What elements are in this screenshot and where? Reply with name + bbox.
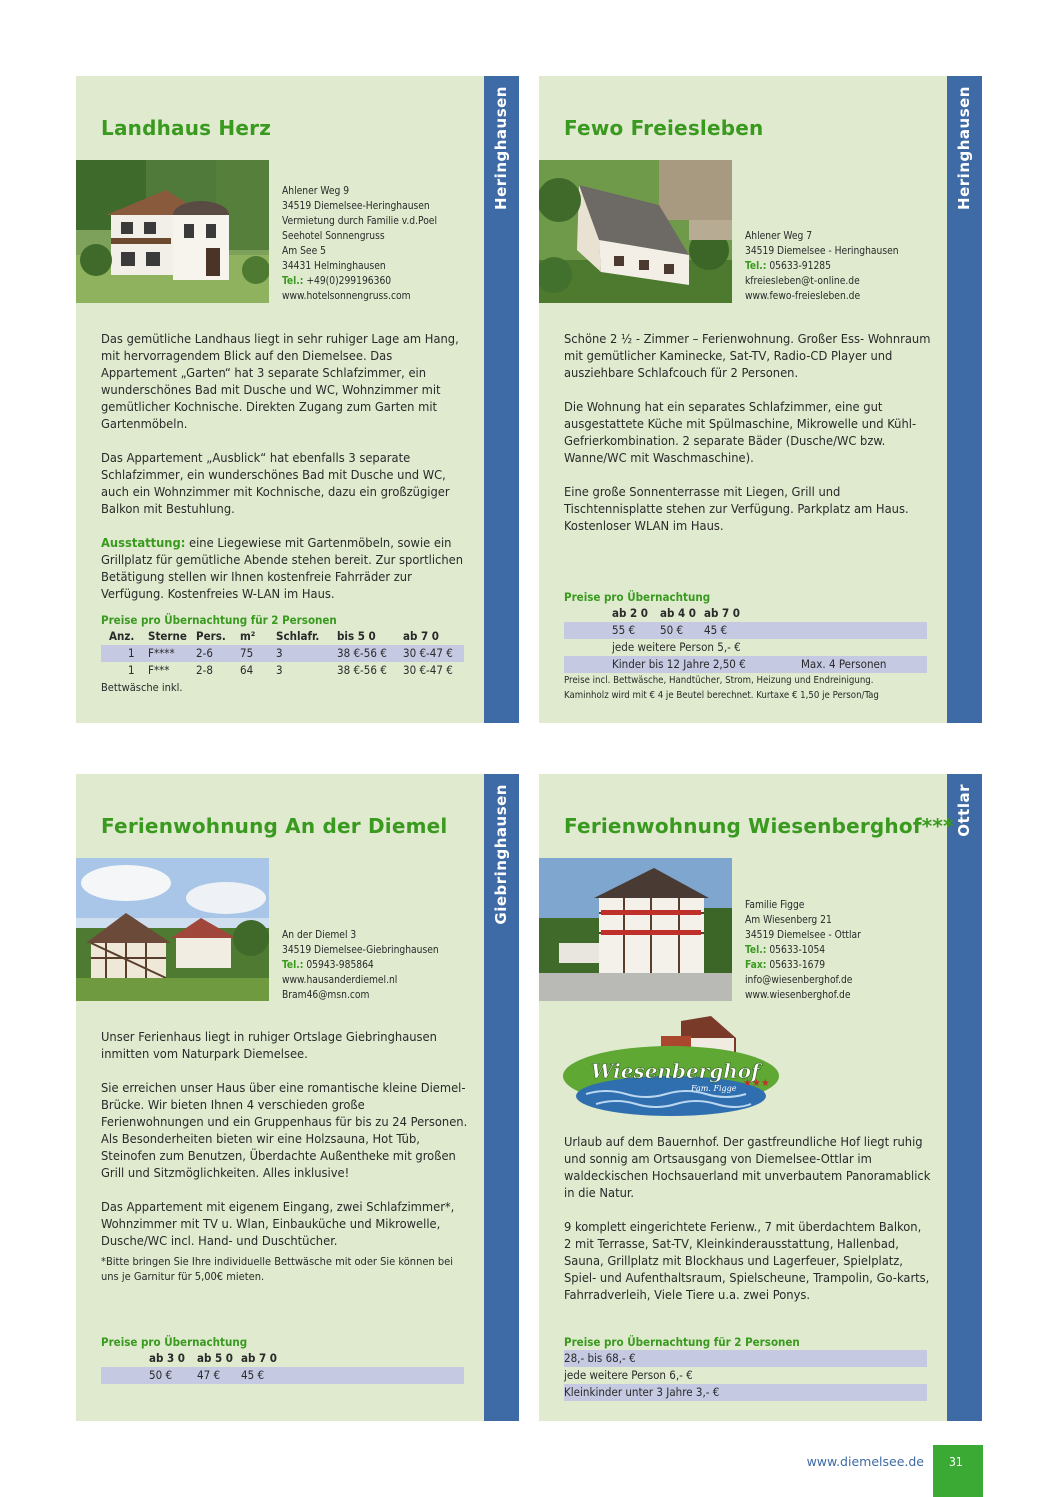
column-header: bis 5 0	[337, 629, 376, 643]
table-row	[101, 645, 464, 662]
price-table	[101, 1334, 464, 1384]
phone-number[interactable]: 05633-91285	[769, 261, 831, 272]
price-title: Preise pro Übernachtung für 2 Personen	[564, 1335, 800, 1349]
table-row	[564, 1367, 927, 1384]
table-cell: Max. 4 Personen	[801, 657, 887, 671]
address-city: 34519 Diemelsee-Heringhausen	[282, 201, 430, 212]
table-cell: jede weitere Person 5,- €	[612, 640, 741, 654]
region-band	[947, 76, 982, 723]
column-header: ab 7 0	[403, 629, 439, 643]
listing-card-fewo-freiesleben	[539, 76, 982, 723]
svg-text:★★★: ★★★	[743, 1078, 770, 1089]
price-note: Kaminholz wird mit € 4 je Beutel berechnet. Kurtaxe € 1,50 je Person/Tag	[564, 690, 879, 701]
listing-title: Fewo Freiesleben	[564, 116, 764, 140]
phone-line	[745, 943, 861, 958]
price-title: Preise pro Übernachtung für 2 Personen	[101, 613, 337, 627]
footer-website-link[interactable]: www.diemelsee.de	[806, 1454, 924, 1469]
table-cell: 3	[276, 646, 283, 660]
address-hotel-street: Am See 5	[282, 246, 326, 257]
listing-title: Ferienwohnung Wiesenberghof***	[564, 814, 954, 838]
table-cell: 55 €	[612, 623, 636, 637]
phone-number[interactable]: 05943-985864	[306, 960, 374, 971]
house-photo	[76, 160, 269, 303]
region-band	[484, 774, 519, 1421]
column-header: ab 7 0	[241, 1351, 277, 1365]
price-table	[564, 1334, 927, 1401]
house-photo	[76, 858, 269, 1001]
fax-label: Fax:	[745, 960, 767, 971]
table-row	[564, 1384, 927, 1401]
description-paragraph: Urlaub auf dem Bauernhof. Der gastfreundliche Hof liegt ruhig und sonnig am Ortsausgang von Diemelsee-Ottlar im waldeckischen Hochsauerland mit unverbautem Panoramablick in die Natur.	[564, 1135, 931, 1201]
bedlinen-note: *Bitte bringen Sie Ihre individuelle Bettwäsche mit oder Sie können bei uns je Garnitur für 5,00€ mieten.	[101, 1255, 453, 1283]
table-cell: 45 €	[241, 1368, 265, 1382]
amenities-paragraph	[101, 535, 469, 603]
region-label: Heringhausen	[955, 86, 973, 210]
page-number: 31	[933, 1445, 983, 1497]
table-row	[564, 1350, 927, 1367]
address-block	[745, 898, 861, 1003]
phone-number[interactable]: 05633-1054	[769, 945, 826, 956]
listing-card-an-der-diemel	[76, 774, 519, 1421]
address-block	[745, 229, 899, 304]
email-link[interactable]: kfreiesleben@t-online.de	[745, 276, 860, 287]
house-photo	[539, 160, 732, 303]
logo-subtext: Fam. Figge	[691, 1084, 737, 1093]
column-header: ab 3 0	[149, 1351, 185, 1365]
fax-line	[745, 958, 861, 973]
table-cell: 64	[240, 663, 254, 677]
amenities-label: Ausstattung:	[101, 536, 186, 551]
address-hotel: Seehotel Sonnengruss	[282, 231, 385, 242]
phone-line	[282, 958, 439, 973]
website-link[interactable]: www.fewo-freiesleben.de	[745, 291, 861, 302]
region-band	[484, 76, 519, 723]
table-cell: Kinder bis 12 Jahre 2,50 €	[612, 657, 746, 671]
table-cell: 47 €	[197, 1368, 221, 1382]
phone-label: Tel.:	[282, 960, 304, 971]
column-header: ab 2 0	[612, 606, 648, 620]
listing-title: Landhaus Herz	[101, 116, 272, 140]
column-header: Sterne	[148, 629, 187, 643]
table-cell: 1	[128, 646, 135, 660]
bedlinen-note: Bettwäsche inkl.	[101, 681, 183, 694]
address-city: 34519 Diemelsee-Giebringhausen	[282, 945, 439, 956]
description	[101, 1029, 469, 1301]
phone-label: Tel.:	[745, 945, 767, 956]
price-table-header	[101, 1350, 464, 1367]
email-link[interactable]: info@wiesenberghof.de	[745, 975, 853, 986]
table-cell: 28,- bis 68,- €	[564, 1351, 636, 1365]
region-label: Ottlar	[955, 784, 973, 837]
phone-line	[282, 274, 437, 289]
table-cell: 75	[240, 646, 254, 660]
table-cell: F****	[148, 646, 175, 660]
address-street: An der Diemel 3	[282, 930, 357, 941]
description-paragraph: Sie erreichen unser Haus über eine romantische kleine Diemel-Brücke. Wir bieten Ihnen 4 verschieden große Ferienwohnungen und ein Gruppenhaus für bis zu 24 Personen. Als Besonderheiten bieten wir eine Holzsauna, Hot Tüb, Steinofen zum Benutzen, Überdachte Außentheke mit großen Grill und Sitzmöglichkeiten. Alles inklusive!	[101, 1081, 468, 1181]
column-header: Pers.	[196, 629, 226, 643]
address-family: Familie Figge	[745, 900, 805, 911]
table-cell: 3	[276, 663, 283, 677]
table-cell: 38 €-56 €	[337, 663, 387, 677]
listing-title: Ferienwohnung An der Diemel	[101, 814, 448, 838]
table-row	[564, 622, 927, 639]
house-photo	[539, 858, 732, 1001]
address-street: Ahlener Weg 7	[745, 231, 813, 242]
phone-label: Tel.:	[745, 261, 767, 272]
table-cell: 38 €-56 €	[337, 646, 387, 660]
address-block	[282, 928, 439, 1003]
address-rental-note: Vermietung durch Familie v.d.Poel	[282, 216, 437, 227]
amenities-text: eine Liegewiese mit Gartenmöbeln, sowie ein Grillplatz für gemütliche Abende stehen bereit. Zur sportlichen Betätigung stellen wir Ihnen kostenfreie Fahrräder zur Verfügung. Kostenfreies W-LAN im Haus.	[101, 536, 464, 602]
description	[101, 331, 469, 620]
table-cell: 45 €	[704, 623, 728, 637]
website-link[interactable]: www.wiesenberghof.de	[745, 990, 851, 1001]
address-city: 34519 Diemelsee - Heringhausen	[745, 246, 899, 257]
column-header: ab 7 0	[704, 606, 740, 620]
region-band	[947, 774, 982, 1421]
address-street: Am Wiesenberg 21	[745, 915, 832, 926]
table-cell: 50 €	[660, 623, 684, 637]
description-paragraph: Das Appartement mit eigenem Eingang, zwei Schlafzimmer*, Wohnzimmer mit TV u. Wlan, Einbauküche und Mikrowelle, Dusche/WC incl. Hand- und Duschtücher.	[101, 1200, 455, 1249]
table-cell: 30 €-47 €	[403, 646, 453, 660]
description-paragraph: Das Appartement „Ausblick“ hat ebenfalls 3 separate Schlafzimmer, ein wunderschönes Bad mit Dusche und WC, auch ein Wohnzimmer mit Kochnische, dazu ein großzügiger Balkon mit Bestuhlung.	[101, 451, 450, 517]
address-city: 34519 Diemelsee - Ottlar	[745, 930, 861, 941]
table-cell: 1	[128, 663, 135, 677]
table-cell: jede weitere Person 6,- €	[564, 1368, 693, 1382]
listing-card-wiesenberghof	[539, 774, 982, 1421]
price-title: Preise pro Übernachtung	[101, 1335, 248, 1349]
table-row	[101, 662, 464, 679]
description-paragraph: Unser Ferienhaus liegt in ruhiger Ortslage Giebringhausen inmitten vom Naturpark Diemelsee.	[101, 1030, 437, 1062]
logo-text: Wiesenberghof	[591, 1059, 760, 1083]
description	[564, 1134, 932, 1321]
phone-line	[745, 259, 899, 274]
description-paragraph: 9 komplett eingerichtete Ferienw., 7 mit überdachtem Balkon, 2 mit Terrasse, Sat-TV, Kleinkinderausstattung, Hallenbad, Sauna, Grillplatz mit Blockhaus und Lagerfeuer, Spielplatz, Spiel- und Aufenthaltsraum, Spielscheune, Trampolin, Go-karts, Fahrradverleih, Viele Tiere u.a. zwei Ponys.	[564, 1220, 930, 1303]
region-label: Giebringhausen	[492, 784, 510, 925]
column-header: ab 5 0	[197, 1351, 233, 1365]
address-block	[282, 184, 437, 304]
description-paragraph: Eine große Sonnenterrasse mit Liegen, Grill und Tischtennisplatte stehen zur Verfügung. Parkplatz am Haus. Kostenloser WLAN im Haus.	[564, 485, 909, 534]
column-header: Schlafr.	[276, 629, 320, 643]
wiesenberghof-logo	[561, 1016, 791, 1121]
address-hotel-city: 34431 Helminghausen	[282, 261, 386, 272]
price-table-header	[564, 605, 927, 622]
table-cell: 2-8	[196, 663, 213, 677]
website-link[interactable]: www.hausanderdiemel.nl	[282, 975, 398, 986]
website-link[interactable]: www.hotelsonnengruss.com	[282, 291, 411, 302]
description-paragraph: Schöne 2 ½ - Zimmer – Ferienwohnung. Großer Ess- Wohnraum mit gemütlicher Kaminecke, Sat-TV, Radio-CD Player und ausziehbare Schlafcouch für 2 Personen.	[564, 332, 931, 381]
email-link[interactable]: Bram46@msn.com	[282, 990, 370, 1001]
price-table-header	[101, 628, 464, 645]
table-row	[564, 639, 927, 656]
listing-card-landhaus-herz	[76, 76, 519, 723]
column-header: m²	[240, 629, 256, 643]
column-header: Anz.	[109, 629, 135, 643]
phone-number[interactable]: +49(0)299196360	[306, 276, 392, 287]
table-row	[564, 656, 927, 673]
region-label: Heringhausen	[492, 86, 510, 210]
description	[564, 331, 932, 552]
price-note: Preise incl. Bettwäsche, Handtücher, Strom, Heizung und Endreinigung.	[564, 675, 874, 686]
price-title: Preise pro Übernachtung	[564, 590, 711, 604]
table-row	[101, 1367, 464, 1384]
column-header: ab 4 0	[660, 606, 696, 620]
table-cell: Kleinkinder unter 3 Jahre 3,- €	[564, 1385, 720, 1399]
phone-label: Tel.:	[282, 276, 304, 287]
price-table	[564, 589, 927, 703]
price-table	[101, 612, 464, 696]
fax-number: 05633-1679	[769, 960, 826, 971]
address-street: Ahlener Weg 9	[282, 186, 350, 197]
table-cell: 50 €	[149, 1368, 173, 1382]
description-paragraph: Die Wohnung hat ein separates Schlafzimmer, eine gut ausgestattete Küche mit Spülmaschine, Mikrowelle und Kühl-Gefrierkombination. 2 separate Bäder (Dusche/WC bzw. Wanne/WC mit Waschmaschine).	[564, 400, 917, 466]
table-cell: F***	[148, 663, 170, 677]
table-cell: 30 €-47 €	[403, 663, 453, 677]
table-cell: 2-6	[196, 646, 213, 660]
description-paragraph: Das gemütliche Landhaus liegt in sehr ruhiger Lage am Hang, mit hervorragendem Blick auf den Diemelsee. Das Appartement „Garten“ hat 3 separate Schlafzimmer, ein wunderschönes Bad mit Dusche und WC, Wohnzimmer mit gemütlicher Kochnische. Direkten Zugang zum Garten mit Gartenmöbeln.	[101, 332, 459, 432]
